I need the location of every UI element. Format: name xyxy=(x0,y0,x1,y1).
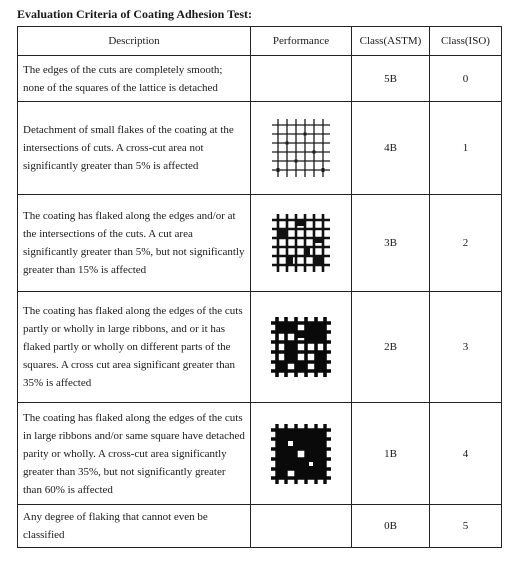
header-description: Description xyxy=(18,27,251,56)
row-description: The coating has flaked along the edges and/or at the intersections of the cuts. A cut area significantly greater than 5%, but not significantly greater than 15% is affected xyxy=(18,195,251,292)
table-title: Evaluation Criteria of Coating Adhesion Test: xyxy=(17,7,253,21)
table-header-row xyxy=(18,27,502,56)
cross-cut-grid-heavy-image xyxy=(269,315,333,379)
row-class-iso: 5 xyxy=(430,505,502,548)
cross-cut-grid-moderate-image xyxy=(270,212,332,274)
row-performance-cell xyxy=(251,102,352,195)
row-class-astm: 4B xyxy=(352,102,430,195)
row-description: The edges of the cuts are completely smooth; none of the squares of the lattice is detached xyxy=(18,56,251,102)
row-class-iso: 4 xyxy=(430,403,502,505)
row-class-iso: 1 xyxy=(430,102,502,195)
row-class-iso: 3 xyxy=(430,292,502,403)
cross-cut-grid-light-image xyxy=(270,117,332,179)
row-description: Any degree of flaking that cannot even be classified xyxy=(18,505,251,548)
header-class-astm: Class(ASTM) xyxy=(352,27,430,56)
row-description: Detachment of small flakes of the coating at the intersections of cuts. A cross-cut area not significantly greater than 5% is affected xyxy=(18,102,251,195)
table-row xyxy=(18,403,502,505)
row-class-astm: 0B xyxy=(352,505,430,548)
row-description: The coating has flaked along the edges of the cuts in large ribbons and/or same square have detached parity or wholly. A cross-cut area significantly greater than 35%, but not significantly greater than 60% is affected xyxy=(18,403,251,505)
table-row xyxy=(18,195,502,292)
evaluation-criteria-table xyxy=(17,26,502,548)
row-performance-cell xyxy=(251,292,352,403)
cross-cut-grid-severe-image xyxy=(269,422,333,486)
table-row xyxy=(18,56,502,102)
row-class-astm: 5B xyxy=(352,56,430,102)
row-performance-cell xyxy=(251,56,352,102)
table-row xyxy=(18,505,502,548)
row-class-iso: 0 xyxy=(430,56,502,102)
header-performance: Performance xyxy=(251,27,352,56)
table-row xyxy=(18,292,502,403)
row-performance-cell xyxy=(251,195,352,292)
header-class-iso: Class(ISO) xyxy=(430,27,502,56)
row-class-astm: 2B xyxy=(352,292,430,403)
row-class-astm: 1B xyxy=(352,403,430,505)
row-description: The coating has flaked along the edges of the cuts partly or wholly in large ribbons, and or it has flaked partly or wholly on different parts of the squares. A cross cut area significant greater than 35% is affected xyxy=(18,292,251,403)
table-row xyxy=(18,102,502,195)
row-performance-cell xyxy=(251,505,352,548)
row-class-iso: 2 xyxy=(430,195,502,292)
row-performance-cell xyxy=(251,403,352,505)
row-class-astm: 3B xyxy=(352,195,430,292)
